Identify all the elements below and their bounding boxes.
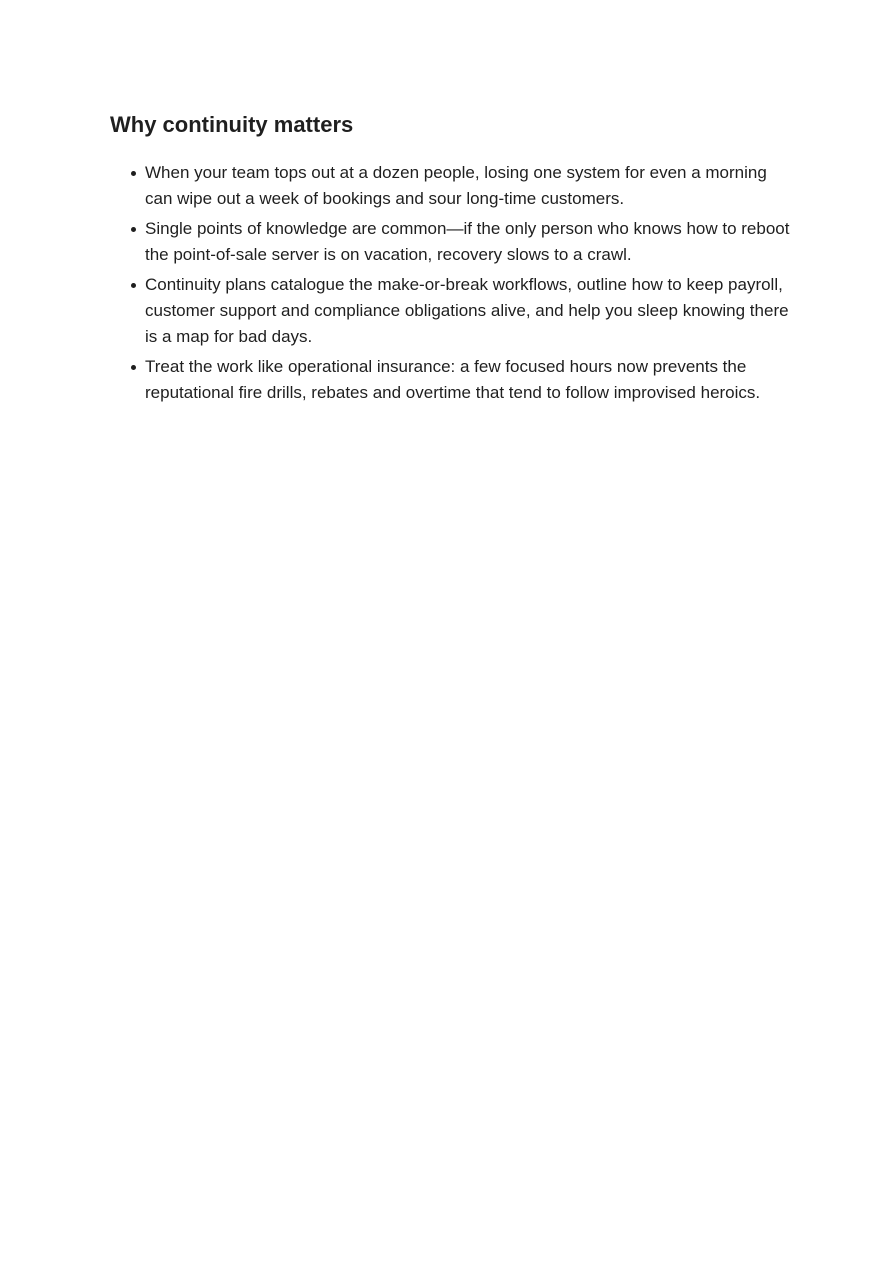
list-item xyxy=(110,160,790,212)
list-item-text: Treat the work like operational insurance: a few focused hours now prevents the reputational fire drills, rebates and overtime that tend to follow improvised heroics. xyxy=(145,357,761,402)
list-item-text: Single points of knowledge are common—if the only person who knows how to reboot the point-of-sale server is on vacation, recovery slows to a crawl. xyxy=(145,219,790,264)
bullet-icon xyxy=(131,365,136,370)
list-item xyxy=(110,354,790,406)
section-heading: Why continuity matters xyxy=(110,112,354,137)
list-item xyxy=(110,272,790,350)
list-item xyxy=(110,216,790,268)
bullet-icon xyxy=(131,227,136,232)
list-item-text: Continuity plans catalogue the make-or-break workflows, outline how to keep payroll, customer support and compliance obligations alive, and help you sleep knowing there is a map for bad days. xyxy=(145,275,789,346)
list-item-text: When your team tops out at a dozen people, losing one system for even a morning can wipe out a week of bookings and sour long-time customers. xyxy=(145,163,767,208)
bullet-icon xyxy=(131,283,136,288)
section-content xyxy=(110,111,790,410)
bullet-list xyxy=(110,160,790,406)
bullet-icon xyxy=(131,171,136,176)
